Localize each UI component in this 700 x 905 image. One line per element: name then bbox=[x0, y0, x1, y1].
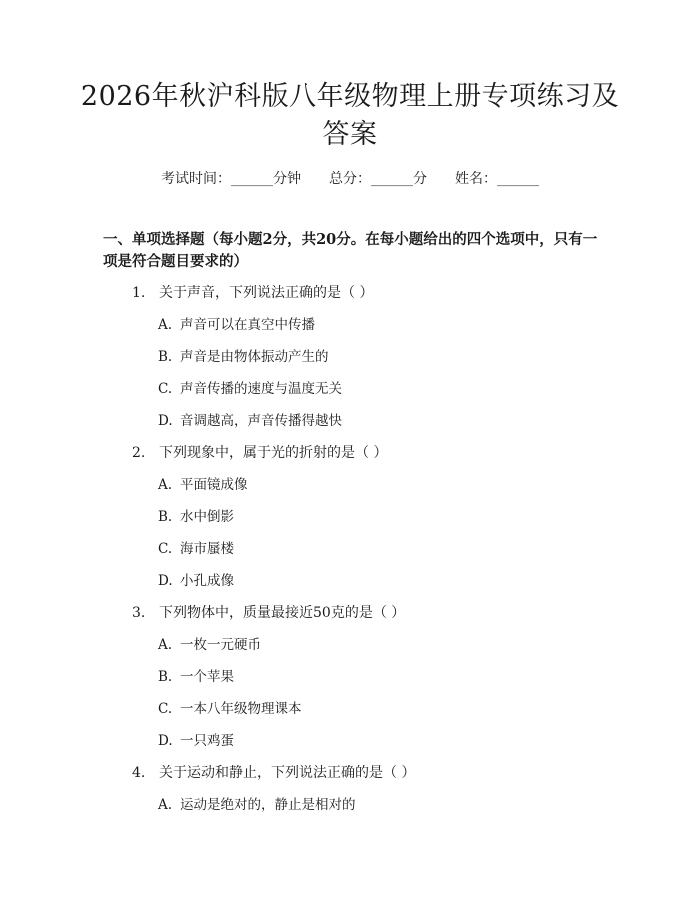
question-number: 1. bbox=[132, 285, 146, 301]
question-text: 关于运动和静止，下列说法正确的是（ ） bbox=[159, 765, 416, 781]
option-text: 一枚一元硬币 bbox=[180, 637, 261, 653]
option-letter: A. bbox=[158, 317, 173, 333]
question-number: 2. bbox=[132, 445, 146, 461]
option-letter: C. bbox=[158, 701, 173, 717]
option-text: 运动是绝对的，静止是相对的 bbox=[180, 797, 356, 813]
question-3 bbox=[132, 604, 405, 622]
question-2-option-d bbox=[158, 572, 234, 590]
option-text: 一本八年级物理课本 bbox=[180, 701, 302, 717]
question-1-option-d bbox=[158, 412, 342, 430]
option-letter: A. bbox=[158, 477, 173, 493]
option-text: 一个苹果 bbox=[180, 669, 234, 685]
option-letter: D. bbox=[158, 573, 173, 589]
option-letter: B. bbox=[158, 509, 173, 525]
option-text: 平面镜成像 bbox=[180, 477, 248, 493]
option-letter: C. bbox=[158, 381, 173, 397]
question-4-option-a bbox=[158, 796, 356, 814]
question-number: 3. bbox=[132, 605, 146, 621]
question-2-option-c bbox=[158, 540, 234, 558]
exam-info: 考试时间：______分钟 总分：______分 姓名：______ bbox=[161, 171, 539, 187]
option-text: 声音传播的速度与温度无关 bbox=[180, 381, 342, 397]
option-text: 一只鸡蛋 bbox=[180, 733, 234, 749]
question-2 bbox=[132, 444, 387, 462]
option-text: 音调越高，声音传播得越快 bbox=[180, 413, 342, 429]
question-3-option-a bbox=[158, 636, 261, 654]
option-text: 声音是由物体振动产生的 bbox=[180, 349, 329, 365]
option-letter: A. bbox=[158, 637, 173, 653]
question-3-option-b bbox=[158, 668, 234, 686]
question-text: 关于声音，下列说法正确的是（ ） bbox=[159, 285, 374, 301]
question-text: 下列物体中，质量最接近50克的是（ ） bbox=[159, 605, 406, 621]
question-1 bbox=[132, 284, 373, 302]
question-2-option-a bbox=[158, 476, 248, 494]
option-text: 海市蜃楼 bbox=[180, 541, 234, 557]
option-letter: C. bbox=[158, 541, 173, 557]
question-3-option-d bbox=[158, 732, 234, 750]
question-1-option-a bbox=[158, 316, 315, 334]
option-letter: B. bbox=[158, 349, 173, 365]
option-letter: D. bbox=[158, 413, 173, 429]
question-text: 下列现象中，属于光的折射的是（ ） bbox=[159, 445, 388, 461]
question-number: 4. bbox=[132, 765, 146, 781]
section-heading: 一、单项选择题（每小题2分，共20分。在每小题给出的四个选项中，只有一项是符合题目要求的） bbox=[103, 231, 598, 270]
question-1-option-b bbox=[158, 348, 329, 366]
option-text: 声音可以在真空中传播 bbox=[180, 317, 315, 333]
option-letter: B. bbox=[158, 669, 173, 685]
option-letter: A. bbox=[158, 797, 173, 813]
question-4 bbox=[132, 764, 415, 782]
question-1-option-c bbox=[158, 380, 342, 398]
question-2-option-b bbox=[158, 508, 234, 526]
question-3-option-c bbox=[158, 700, 302, 718]
option-text: 小孔成像 bbox=[180, 573, 234, 589]
option-letter: D. bbox=[158, 733, 173, 749]
option-text: 水中倒影 bbox=[180, 509, 234, 525]
document-title: 2026年秋沪科版八年级物理上册专项练习及答案 bbox=[80, 81, 620, 150]
